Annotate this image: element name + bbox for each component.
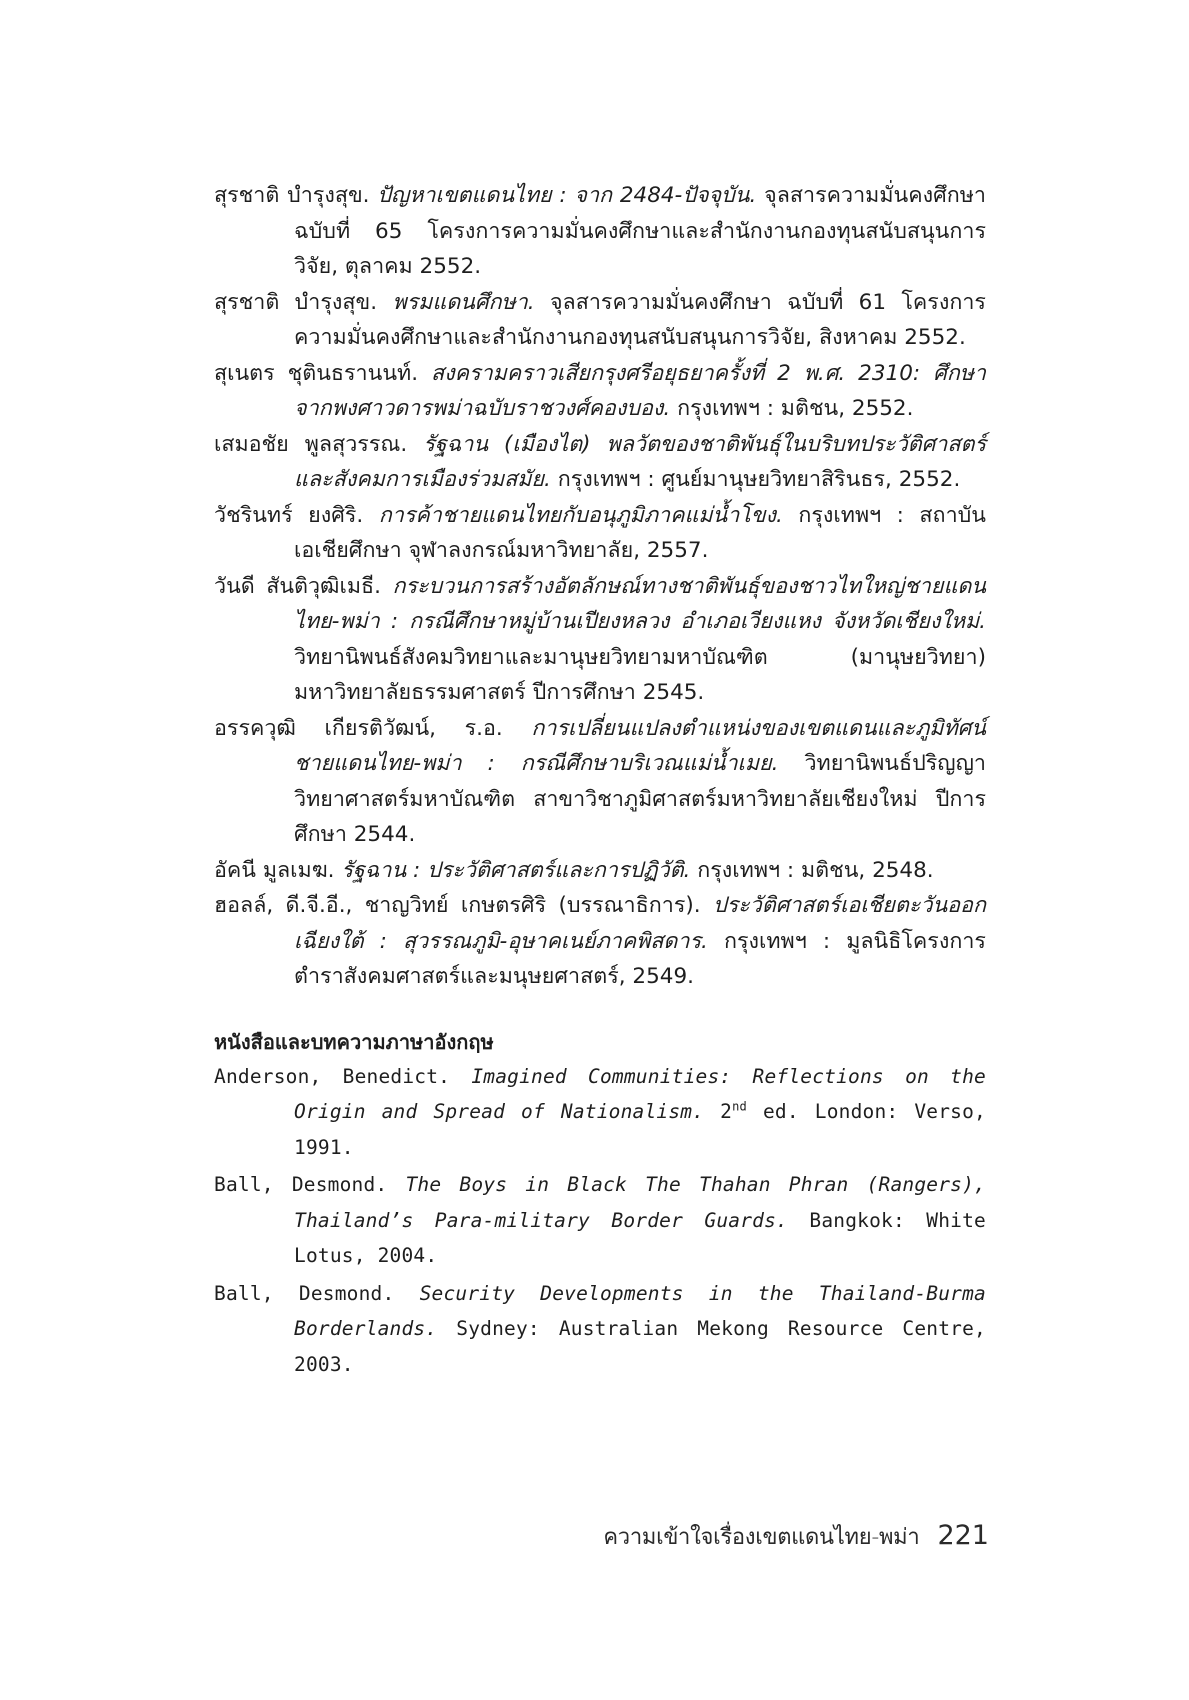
entry-publication: Bangkok: White Lotus, 2004. [294,1208,986,1267]
entry-title: Imagined Communities: Reflections on the Origin and Spread of Nationalism. [294,1064,986,1123]
entry-author: อรรควุฒิ เกียรติวัฒน์, ร.อ. [214,715,503,741]
entry-title: สงครามคราวเสียกรุงศรีอยุธยาครั้งที่ 2 พ.ศ. 2310: ศึกษาจากพงศาวดารพม่าฉบับราชวงศ์คองบอง. [294,360,986,421]
entry-publication: กรุงเทพฯ : มติชน, 2548. [697,857,934,883]
entry-publication: วิทยานิพนธ์ปริญญาวิทยาศาสตร์มหาบัณฑิต สาขาวิชาภูมิศาสตร์มหาวิทยาลัยเชียงใหม่ ปีการศึกษา 2544. [294,751,986,847]
running-footer-title: ความเข้าใจเรื่องเขตแดนไทย-พม่า [603,1525,920,1550]
entry-title: รัฐฉาน (เมืองไต) พลวัตของชาติพันธุ์ในบริบทประวัติศาสตร์และสังคมการเมืองร่วมสมัย. [294,431,986,492]
entry-author: อัคนี มูลเมฆ. [214,857,335,883]
section-spacer [214,995,986,1025]
entry-publication: กรุงเทพฯ : มูลนิธิโครงการตำราสังคมศาสตร์และมนุษยศาสตร์, 2549. [294,928,986,989]
entry-publication: กรุงเทพฯ : ศูนย์มานุษยวิทยาสิรินธร, 2552. [557,467,961,492]
entry-author: วันดี สันติวุฒิเมธี. [214,573,381,599]
entry-author: ฮอลล์, ดี.จี.อี., ชาญวิทย์ เกษตรศิริ (บรรณาธิการ). [214,893,701,918]
entry-title: ปัญหาเขตแดนไทย : จาก 2484-ปัจจุบัน. [377,183,757,208]
bibliography-entry [214,285,986,356]
bibliography-entry [214,1276,986,1383]
bibliography-entry [214,498,986,569]
entry-author: Ball, Desmond. [214,1173,388,1196]
entry-publication: กรุงเทพฯ : สถาบันเอเชียศึกษา จุฬาลงกรณ์มหาวิทยาลัย, 2557. [294,502,986,563]
bibliography-entry [214,711,986,853]
entry-title: พรมแดนศึกษา. [392,289,535,315]
entry-publication: ed. London: Verso, 1991. [294,1100,986,1159]
entry-publication: Sydney: Australian Mekong Resource Centre, 2003. [294,1317,986,1376]
entry-edition: 2 [720,1100,733,1123]
entry-author: เสมอชัย พูลสุวรรณ. [214,431,408,457]
entry-author: สุรชาติ บำรุงสุข. [214,183,370,208]
section-heading: หนังสือและบทความภาษาอังกฤษ [214,1029,494,1054]
entry-author: วัชรินทร์ ยงศิริ. [214,502,364,528]
bibliography-column [214,178,986,1384]
page-number: 221 [937,1520,989,1551]
entry-author: Anderson, Benedict. [214,1064,451,1088]
bibliography-entry [214,569,986,711]
bibliography-entry [214,853,986,889]
bibliography-entry [214,1059,986,1166]
entry-author: Ball, Desmond. [214,1281,395,1305]
entry-author: สุเนตร ชุตินธรานนท์. [214,360,419,386]
entry-title: The Boys in Black The Thahan Phran (Rangers), Thailand’s Para-military Border Guards. [294,1173,986,1232]
bibliography-entry [214,888,986,995]
bibliography-entry [214,356,986,427]
entry-author: สุรชาติ บำรุงสุข. [214,289,378,315]
entry-publication: กรุงเทพฯ : มติชน, 2552. [677,396,914,421]
entry-title: ประวัติศาสตร์เอเชียตะวันออกเฉียงใต้ : สุวรรณภูมิ-อุษาคเนย์ภาคพิสดาร. [294,893,986,954]
entry-edition-superscript: nd [732,1099,747,1114]
bibliography-entry [214,178,986,285]
entry-title: กระบวนการสร้างอัตลักษณ์ทางชาติพันธุ์ของชาวไทใหญ่ชายแดนไทย-พม่า : กรณีศึกษาหมู่บ้านเปียงหลวง อำเภอเวียงแหง จังหวัดเชียงใหม่. [294,573,986,634]
entry-title: การค้าชายแดนไทยกับอนุภูมิภาคแม่น้ำโขง. [378,502,783,528]
entry-title: การเปลี่ยนแปลงตำแหน่งของเขตแดนและภูมิทัศน์ชายแดนไทย-พม่า : กรณีศึกษาบริเวณแม่น้ำเมย. [294,715,986,776]
entry-publication: จุลสารความมั่นคงศึกษา ฉบับที่ 61 โครงการความมั่นคงศึกษาและสำนักงานกองทุนสนับสนุนการวิจัย, สิงหาคม 2552. [294,289,986,350]
bibliography-entry [214,1167,986,1274]
entry-title: Security Developments in the Thailand-Burma Borderlands. [294,1281,986,1340]
entry-title: รัฐฉาน : ประวัติศาสตร์และการปฏิวัติ. [341,857,691,883]
page-footer [603,1519,989,1554]
entry-publication: จุลสารความมั่นคงศึกษา ฉบับที่ 65 โครงการความมั่นคงศึกษาและสำนักงานกองทุนสนับสนุนการวิจัย, ตุลาคม 2552. [294,183,987,279]
bibliography-entry [214,427,986,498]
entry-publication: วิทยานิพนธ์สังคมวิทยาและมานุษยวิทยามหาบัณฑิต (มานุษยวิทยา) มหาวิทยาลัยธรรมศาสตร์ ปีการศึกษา 2545. [294,644,986,705]
